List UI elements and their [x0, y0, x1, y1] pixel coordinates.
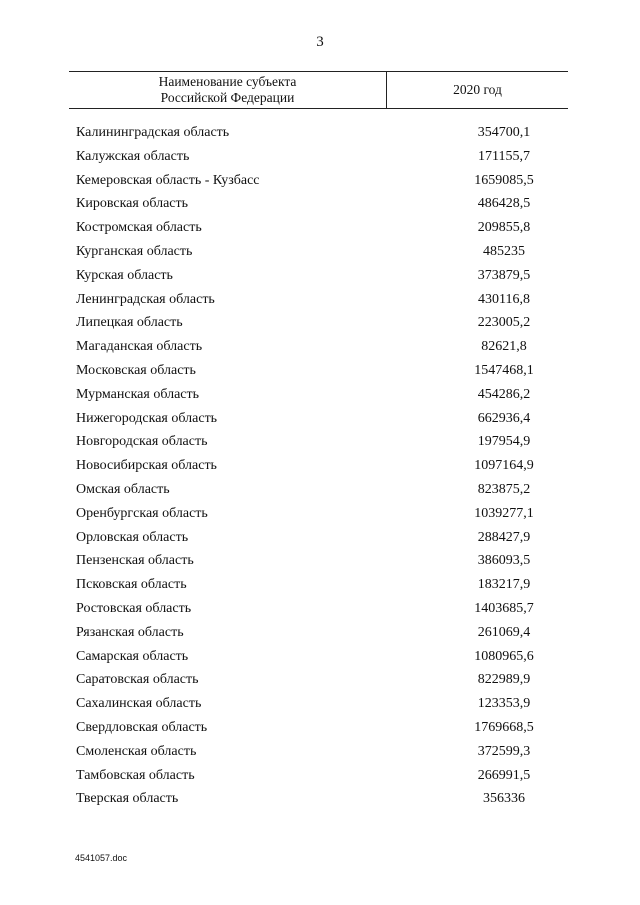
region-value-2020: 197954,9	[477, 434, 531, 450]
region-value-2020: 823875,2	[477, 481, 531, 497]
table-row	[76, 716, 556, 740]
table-row	[76, 692, 556, 716]
table-row	[76, 383, 556, 407]
header-region-name-line2: Российской Федерации	[160, 90, 295, 105]
table-row	[76, 264, 556, 288]
region-name: Смоленская область	[76, 743, 197, 759]
table-row	[76, 621, 556, 645]
table-row	[76, 216, 556, 240]
page-number: 3	[316, 34, 324, 50]
region-value-2020: 372599,3	[477, 743, 531, 759]
region-name: Орловская область	[76, 529, 189, 545]
region-value-2020: 288427,9	[477, 529, 531, 545]
region-value-2020: 486428,5	[477, 196, 531, 212]
table-row	[76, 502, 556, 526]
table-row	[76, 740, 556, 764]
region-value-2020: 183217,9	[477, 577, 531, 593]
region-name: Саратовская область	[76, 672, 199, 688]
table-row	[76, 668, 556, 692]
region-value-2020: 356336	[483, 791, 525, 807]
region-value-2020: 1080965,6	[474, 648, 534, 664]
table-row	[76, 335, 556, 359]
region-value-2020: 1659085,5	[474, 172, 534, 188]
table-row	[76, 240, 556, 264]
region-name: Оренбургская область	[76, 505, 208, 521]
table-row	[76, 145, 556, 169]
table-row	[76, 430, 556, 454]
region-value-2020: 1097164,9	[474, 458, 534, 474]
region-name: Самарская область	[76, 648, 189, 664]
region-name: Калужская область	[76, 148, 190, 164]
table-row	[76, 121, 556, 145]
region-name: Московская область	[76, 362, 196, 378]
table-row	[76, 787, 556, 811]
region-value-2020: 266991,5	[477, 767, 531, 783]
region-value-2020: 1403685,7	[474, 600, 534, 616]
region-value-2020: 430116,8	[478, 291, 530, 307]
table-row	[76, 478, 556, 502]
table-row	[76, 645, 556, 669]
table-row	[76, 407, 556, 431]
table-row	[76, 549, 556, 573]
table-row	[76, 288, 556, 312]
region-name: Курганская область	[76, 243, 193, 259]
region-name: Тамбовская область	[76, 767, 195, 783]
region-name: Сахалинская область	[76, 696, 202, 712]
region-value-2020: 1769668,5	[474, 719, 534, 735]
region-name: Кировская область	[76, 196, 189, 212]
region-name: Калининградская область	[76, 125, 230, 140]
region-value-2020: 82621,8	[481, 339, 527, 355]
region-value-2020: 171155,7	[478, 148, 530, 164]
table-row	[76, 454, 556, 478]
table-body	[76, 121, 556, 811]
region-value-2020: 822989,9	[477, 672, 531, 688]
table-row	[76, 597, 556, 621]
table-row	[76, 311, 556, 335]
region-name: Тверская область	[76, 791, 179, 807]
header-region-name-line1: Наименование субъекта	[158, 74, 297, 89]
table-row	[76, 526, 556, 550]
header-year: 2020 год	[453, 82, 502, 97]
region-name: Новосибирская область	[76, 458, 217, 474]
region-value-2020: 373879,5	[477, 267, 531, 283]
region-name: Курская область	[76, 267, 173, 283]
region-value-2020: 354700,1	[477, 125, 531, 140]
region-name: Рязанская область	[76, 624, 184, 640]
region-name: Псковская область	[76, 577, 187, 593]
region-name: Кемеровская область - Кузбасс	[76, 172, 260, 188]
table-row	[76, 764, 556, 788]
region-value-2020: 1547468,1	[474, 362, 534, 378]
region-value-2020: 386093,5	[477, 553, 531, 569]
region-name: Новгородская область	[76, 434, 208, 450]
table-row	[76, 169, 556, 193]
region-value-2020: 223005,2	[477, 315, 531, 331]
table-row	[76, 573, 556, 597]
header-region-name	[69, 74, 386, 106]
region-value-2020: 209855,8	[477, 220, 531, 236]
region-value-2020: 454286,2	[477, 386, 531, 402]
region-name: Костромская область	[76, 220, 202, 236]
region-value-2020: 123353,9	[477, 696, 531, 712]
region-name: Липецкая область	[76, 315, 183, 331]
region-name: Ленинградская область	[76, 291, 215, 307]
document-code: 4541057.doc	[75, 853, 128, 863]
region-value-2020: 485235	[483, 243, 525, 259]
region-value-2020: 662936,4	[477, 410, 531, 426]
region-name: Нижегородская область	[76, 410, 218, 426]
table-header	[69, 71, 568, 109]
table-row	[76, 359, 556, 383]
table-row	[76, 192, 556, 216]
region-name: Омская область	[76, 481, 170, 497]
region-value-2020: 1039277,1	[474, 505, 534, 521]
region-name: Магаданская область	[76, 339, 203, 355]
region-name: Ростовская область	[76, 600, 192, 616]
region-name: Свердловская область	[76, 719, 208, 735]
region-name: Мурманская область	[76, 386, 200, 402]
region-value-2020: 261069,4	[477, 624, 531, 640]
region-name: Пензенская область	[76, 553, 194, 569]
